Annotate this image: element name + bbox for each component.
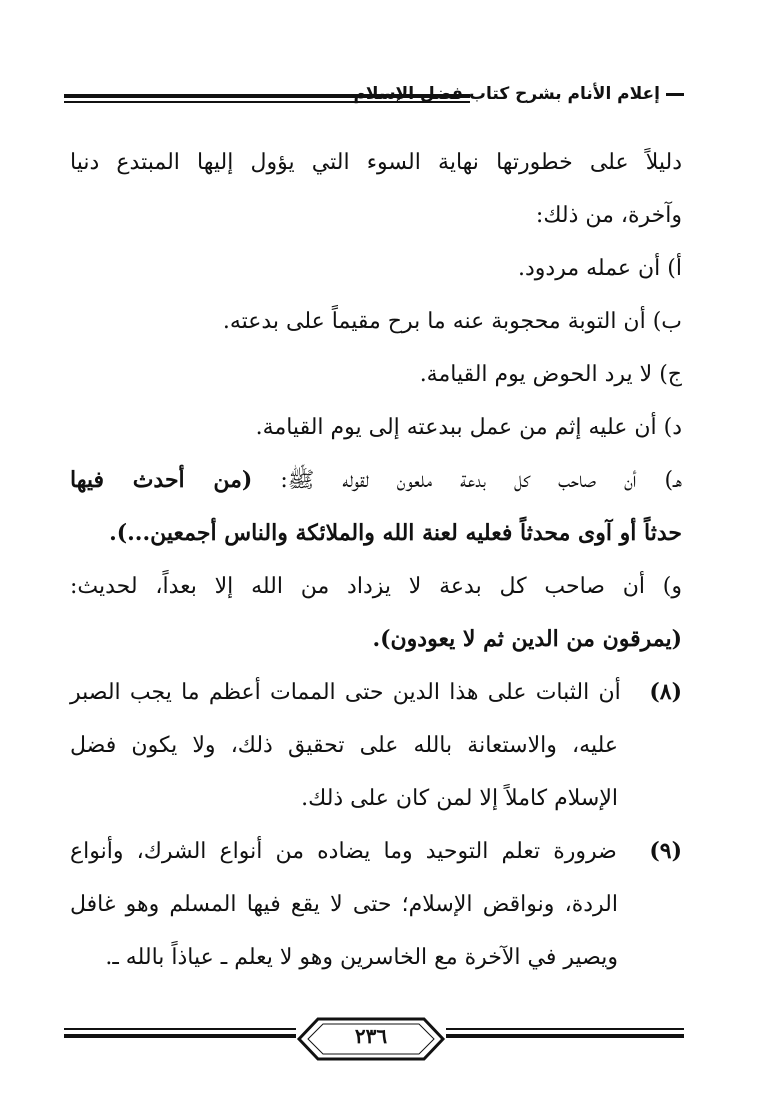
list-item-a: أ) أن عمله مردود. — [517, 256, 682, 281]
point-8 — [70, 666, 682, 719]
point-9 — [70, 825, 682, 878]
point-8-line: الإسلام كاملاً إلا لمن كان على ذلك. — [301, 786, 618, 811]
hadith-quote: (يمرقون من الدين ثم لا يعودون). — [372, 626, 682, 652]
header-title — [353, 84, 684, 104]
footer-rule-thin — [446, 1028, 684, 1030]
footer-rule-thick — [64, 1034, 296, 1038]
list-item-b: ب) أن التوبة محجوبة عنه ما برح مقيماً على بدعته. — [222, 309, 682, 334]
point-number: (٨) — [649, 679, 682, 705]
hadith-quote-continued: حدثاً أو آوى محدثاً فعليه لعنة الله والملائكة والناس أجمعين...). — [109, 520, 682, 546]
point-text: ضرورة تعلم التوحيد وما يضاده من أنواع الشرك، وأنواع — [70, 839, 617, 864]
point-8-line: عليه، والاستعانة بالله على تحقيق ذلك، ولا يكون فضل — [70, 733, 618, 758]
header-dash — [666, 93, 684, 96]
text-line: وآخرة، من ذلك: — [535, 203, 682, 228]
point-text: أن الثبات على هذا الدين حتى الممات أعظم ما يجب الصبر — [70, 680, 621, 705]
list-item-c: ج) لا يرد الحوض يوم القيامة. — [419, 362, 682, 387]
list-item-e-text: هـ) أن صاحب كل بدعة ملعون لقوله ﷺ: — [280, 468, 683, 493]
list-item-d: د) أن عليه إثم من عمل ببدعته إلى يوم القيامة. — [255, 415, 682, 440]
page-footer — [64, 1018, 684, 1074]
point-number: (٩) — [649, 838, 683, 864]
point-9-line: ويصير في الآخرة مع الخاسرين وهو لا يعلم ـ عياذاً بالله ـ. — [105, 945, 618, 970]
point-9-line: الردة، ونواقض الإسلام؛ حتى لا يقع فيها المسلم وهو غافل — [70, 892, 618, 917]
header-title-text: إعلام الأنام بشرح كتاب فضل الإسلام — [353, 84, 660, 104]
running-header — [64, 86, 684, 116]
footer-rule-thick — [446, 1034, 684, 1038]
footer-rule-thin — [64, 1028, 296, 1030]
text-line: دليلاً على خطورتها نهاية السوء التي يؤول إليها المبتدع دنيا — [70, 150, 682, 175]
list-item-f: و) أن صاحب كل بدعة لا يزداد من الله إلا بعداً، لحديث: — [70, 574, 682, 599]
page-number: ٢٣٦ — [354, 1024, 388, 1048]
hadith-quote: (من أحدث فيها — [70, 467, 253, 493]
page-number-badge — [296, 1016, 446, 1062]
list-item-e — [70, 454, 682, 507]
page-body — [70, 136, 682, 984]
